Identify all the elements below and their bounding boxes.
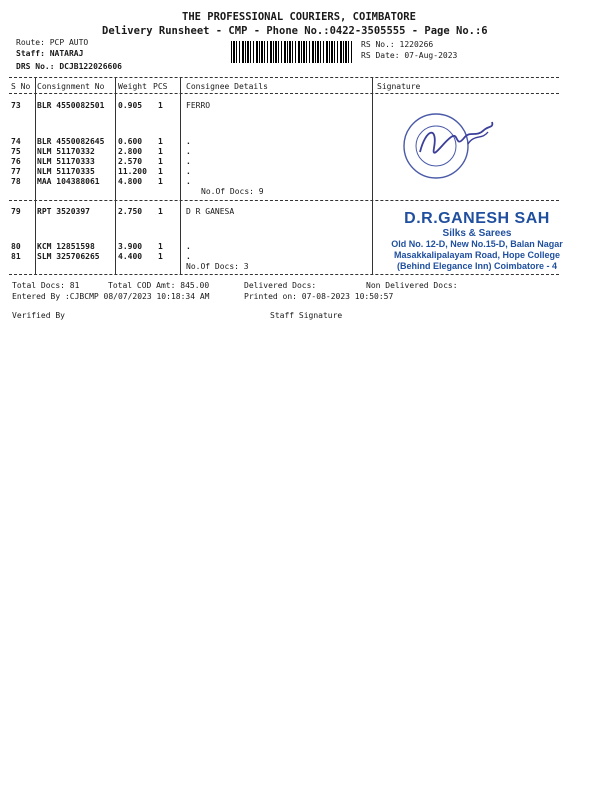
rs-number: RS No.: 1220266 xyxy=(361,40,434,49)
total-cod: Total COD Amt: 845.00 xyxy=(108,281,210,290)
shop-tagline: Silks & Sarees xyxy=(442,228,512,239)
printed-on: Printed on: 07-08-2023 10:50:57 xyxy=(244,292,394,301)
route-label: Route: PCP AUTO xyxy=(16,38,89,47)
barcode-image xyxy=(231,41,353,63)
row-sno: 78 xyxy=(11,177,21,186)
row-pcs: 1 xyxy=(158,167,163,176)
col-line xyxy=(180,78,181,274)
row-weight: 11.200 xyxy=(118,167,147,176)
row-consignee: . xyxy=(186,137,191,146)
row-consignment: NLM 51170332 xyxy=(37,147,95,156)
company-stamp xyxy=(398,108,518,183)
row-sno: 75 xyxy=(11,147,21,156)
group-doc-count: No.Of Docs: 3 xyxy=(186,262,249,271)
row-consignee: D R GANESA xyxy=(186,207,235,216)
shop-stamp xyxy=(384,210,570,272)
row-consignment: KCM 12851598 xyxy=(37,242,95,251)
row-consignment: BLR 4550082645 xyxy=(37,137,105,146)
row-sno: 77 xyxy=(11,167,21,176)
row-weight: 3.900 xyxy=(118,242,143,251)
row-consignee: . xyxy=(186,147,191,156)
drs-number: DRS No.: DCJB122026606 xyxy=(16,62,122,71)
runsheet-subtitle: Delivery Runsheet - CMP - Phone No.:0422-3505555 - Page No.:6 xyxy=(102,25,488,37)
row-consignee: FERRO xyxy=(186,101,211,110)
shop-name: D.R.GANESH SAH xyxy=(404,210,550,227)
row-sno: 79 xyxy=(11,207,21,216)
col-line xyxy=(115,78,116,274)
col-signature: Signature xyxy=(377,82,421,91)
col-weight: Weight xyxy=(118,82,147,91)
group-doc-count: No.Of Docs: 9 xyxy=(201,187,264,196)
divider-top xyxy=(9,77,559,78)
row-consignee: . xyxy=(186,167,191,176)
row-sno: 73 xyxy=(11,101,21,110)
row-consignee: . xyxy=(186,242,191,251)
row-weight: 0.905 xyxy=(118,101,143,110)
row-pcs: 1 xyxy=(158,157,163,166)
row-sno: 80 xyxy=(11,242,21,251)
row-pcs: 1 xyxy=(158,147,163,156)
row-weight: 2.750 xyxy=(118,207,143,216)
row-consignee: . xyxy=(186,157,191,166)
row-consignee: . xyxy=(186,177,191,186)
rs-date: RS Date: 07-Aug-2023 xyxy=(361,51,458,60)
shop-address-1: Old No. 12-D, New No.15-D, Balan Nagar xyxy=(391,239,563,249)
row-consignment: MAA 104388061 xyxy=(37,177,100,186)
divider-group xyxy=(9,200,559,201)
row-pcs: 1 xyxy=(158,101,163,110)
row-weight: 0.600 xyxy=(118,137,143,146)
row-pcs: 1 xyxy=(158,137,163,146)
col-consignee: Consignee Details xyxy=(186,82,268,91)
row-consignee: . xyxy=(186,252,191,261)
col-sno: S No xyxy=(11,82,31,91)
col-line xyxy=(35,78,36,274)
row-sno: 76 xyxy=(11,157,21,166)
staff-signature: Staff Signature xyxy=(270,311,343,320)
verified-by: Verified By xyxy=(12,311,65,320)
row-weight: 2.570 xyxy=(118,157,143,166)
row-consignment: RPT 3520397 xyxy=(37,207,90,216)
divider-bottom xyxy=(9,274,559,275)
row-sno: 81 xyxy=(11,252,21,261)
row-consignment: BLR 4550082501 xyxy=(37,101,105,110)
company-title: THE PROFESSIONAL COURIERS, COIMBATORE xyxy=(182,11,416,23)
divider-header xyxy=(9,93,559,94)
row-weight: 2.800 xyxy=(118,147,143,156)
total-docs: Total Docs: 81 xyxy=(12,281,80,290)
col-pcs: PCS xyxy=(153,82,168,91)
row-consignment: NLM 51170335 xyxy=(37,167,95,176)
row-pcs: 1 xyxy=(158,177,163,186)
row-sno: 74 xyxy=(11,137,21,146)
row-pcs: 1 xyxy=(158,252,163,261)
entered-by: Entered By :CJBCMP 08/07/2023 10:18:34 AM xyxy=(12,292,210,301)
shop-address-3: (Behind Elegance Inn) Coimbatore - 4 xyxy=(396,261,558,271)
staff-label: Staff: NATARAJ xyxy=(16,49,84,58)
row-weight: 4.400 xyxy=(118,252,143,261)
non-delivered-docs: Non Delivered Docs: xyxy=(366,281,458,290)
row-weight: 4.800 xyxy=(118,177,143,186)
col-line xyxy=(372,78,373,274)
delivered-docs: Delivered Docs: xyxy=(244,281,317,290)
row-pcs: 1 xyxy=(158,207,163,216)
shop-address-2: Masakkalipalayam Road, Hope College xyxy=(393,250,561,260)
col-consignment: Consignment No xyxy=(37,82,105,91)
stamp-seal-icon xyxy=(398,108,518,183)
row-consignment: NLM 51170333 xyxy=(37,157,95,166)
row-consignment: SLM 325706265 xyxy=(37,252,100,261)
row-pcs: 1 xyxy=(158,242,163,251)
